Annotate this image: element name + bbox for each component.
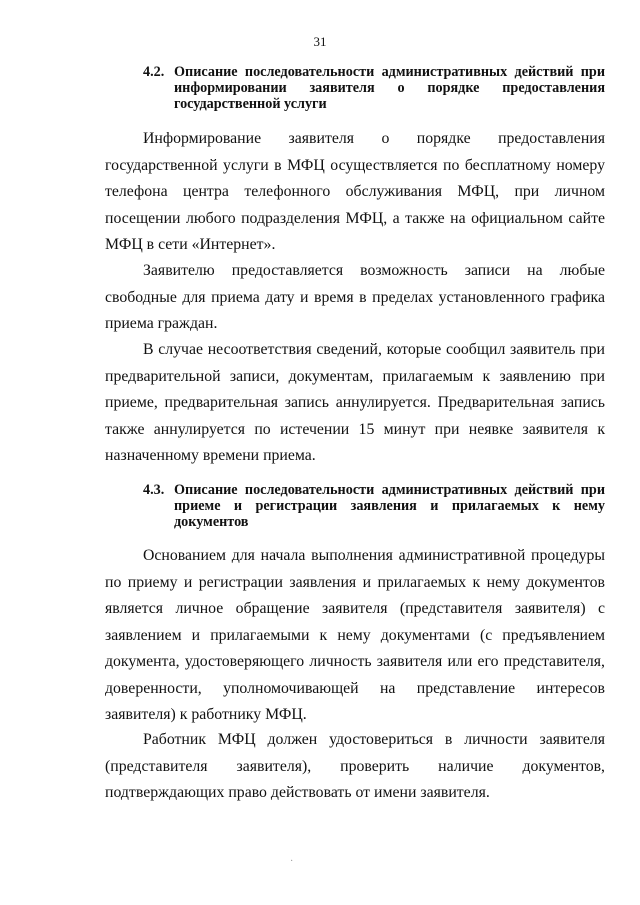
- section-heading-4-2: [143, 64, 605, 112]
- section-title: Описание последовательности административных действий при информировании заявителя о порядке предоставления государственной услуги: [174, 64, 605, 112]
- section-title: Описание последовательности административных действий при приеме и регистрации заявления и прилагаемых к нему документов: [174, 482, 605, 530]
- paragraph-appointment: Заявителю предоставляется возможность записи на любые свободные для приема дату и время в пределах установленного графика приема граждан.: [105, 262, 605, 332]
- scan-dot: ·: [290, 856, 294, 867]
- section-number: 4.2.: [143, 64, 165, 80]
- section-number: 4.3.: [143, 482, 165, 498]
- paragraph-informing: Информирование заявителя о порядке предоставления государственной услуги в МФЦ осуществляется по бесплатному номеру телефона центра телефонного обслуживания МФЦ, при личном посещении любого подразделения МФЦ, а также на официальном сайте МФЦ в сети «Интернет».: [105, 130, 605, 253]
- page-number: 31: [313, 34, 327, 49]
- paragraph-cancellation: В случае несоответствия сведений, которые сообщил заявитель при предварительной записи, документам, прилагаемым к заявлению при приеме, предварительная запись аннулируется. Предварительная запись также аннулируется по истечении 15 минут при неявке заявителя к назначенному времени приема.: [105, 341, 605, 464]
- section-heading-4-3: [143, 482, 605, 530]
- paragraph-verification: Работник МФЦ должен удостовериться в личности заявителя (представителя заявителя), проверить наличие документов, подтверждающих право действовать от имени заявителя.: [105, 731, 605, 801]
- paragraph-basis: Основанием для начала выполнения административной процедуры по приему и регистрации заявления и прилагаемых к нему документов является личное обращение заявителя (представителя заявителя) с заявлением и прилагаемыми к нему документами (с предъявлением документа, удостоверяющего личность заявителя или его представителя, доверенности, уполномочивающей на представление интересов заявителя) к работнику МФЦ.: [105, 547, 605, 723]
